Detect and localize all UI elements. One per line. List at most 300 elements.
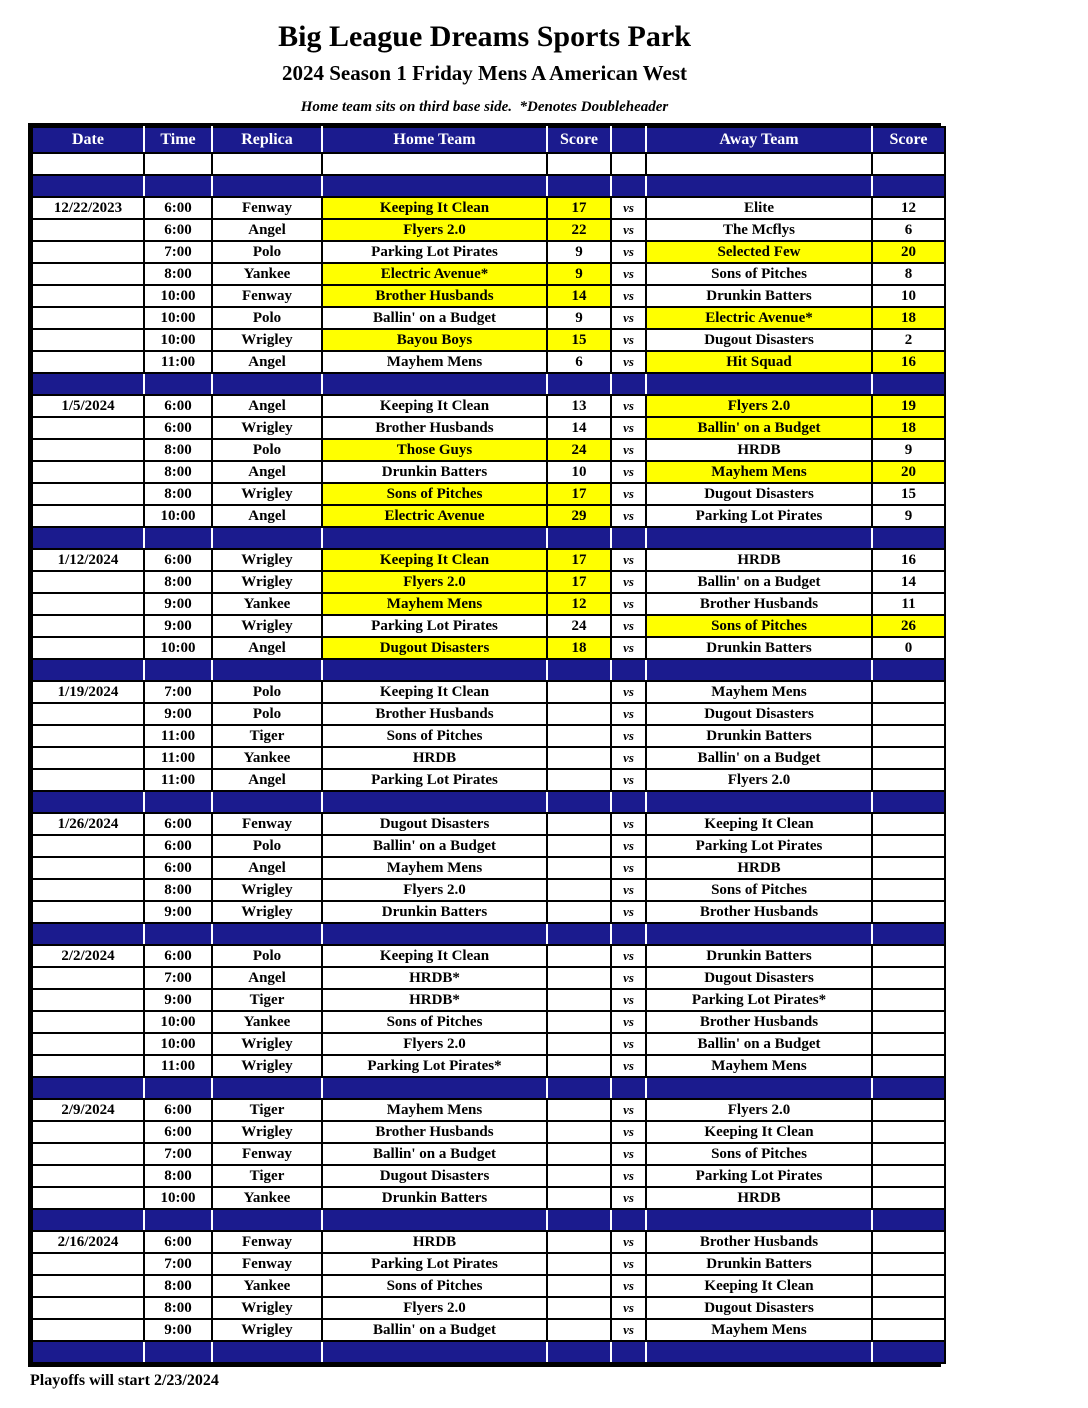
away-score-cell: 10: [872, 285, 945, 307]
replica-cell: Yankee: [212, 1011, 322, 1033]
replica-cell: Polo: [212, 681, 322, 703]
replica-cell: Yankee: [212, 263, 322, 285]
separator-cell: [611, 527, 646, 549]
away-score-cell: [872, 769, 945, 791]
home-team-cell: Brother Husbands: [322, 1121, 547, 1143]
home-team-cell: Mayhem Mens: [322, 593, 547, 615]
home-score-cell: [547, 1099, 611, 1121]
vs-cell: vs: [611, 593, 646, 615]
away-team-cell: Parking Lot Pirates: [646, 1165, 872, 1187]
schedule-table-wrapper: [28, 123, 941, 1367]
separator-cell: [611, 1077, 646, 1099]
home-score-cell: 6: [547, 351, 611, 373]
away-score-cell: [872, 681, 945, 703]
date-cell: [32, 967, 144, 989]
replica-cell: Wrigley: [212, 1121, 322, 1143]
separator-cell: [212, 659, 322, 681]
away-score-cell: [872, 1143, 945, 1165]
home-score-cell: [547, 703, 611, 725]
spacer-cell: [322, 153, 547, 175]
replica-cell: Angel: [212, 857, 322, 879]
game-row: [32, 197, 945, 219]
home-score-cell: 17: [547, 571, 611, 593]
separator-cell: [322, 373, 547, 395]
separator-cell: [646, 923, 872, 945]
away-team-cell: Electric Avenue*: [646, 307, 872, 329]
date-cell: [32, 285, 144, 307]
away-team-cell: Drunkin Batters: [646, 945, 872, 967]
vs-cell: vs: [611, 681, 646, 703]
separator-cell: [32, 923, 144, 945]
separator-cell: [611, 923, 646, 945]
replica-cell: Wrigley: [212, 549, 322, 571]
date-cell: [32, 1187, 144, 1209]
game-row: [32, 967, 945, 989]
schedule-table-body: [32, 153, 945, 1363]
vs-cell: vs: [611, 1231, 646, 1253]
header-vs: [611, 127, 646, 153]
home-team-cell: Drunkin Batters: [322, 1187, 547, 1209]
date-cell: [32, 1121, 144, 1143]
replica-cell: Yankee: [212, 1187, 322, 1209]
vs-cell: vs: [611, 461, 646, 483]
game-row: [32, 329, 945, 351]
separator-cell: [547, 1077, 611, 1099]
home-team-cell: Ballin' on a Budget: [322, 307, 547, 329]
away-team-cell: Flyers 2.0: [646, 395, 872, 417]
game-row: [32, 747, 945, 769]
time-cell: 10:00: [144, 1187, 212, 1209]
game-row: [32, 1297, 945, 1319]
home-score-cell: 17: [547, 549, 611, 571]
home-score-cell: [547, 1055, 611, 1077]
time-cell: 9:00: [144, 901, 212, 923]
away-team-cell: Elite: [646, 197, 872, 219]
replica-cell: Tiger: [212, 989, 322, 1011]
separator-cell: [144, 791, 212, 813]
separator-cell: [32, 659, 144, 681]
away-score-cell: 14: [872, 571, 945, 593]
home-team-cell: Flyers 2.0: [322, 571, 547, 593]
home-team-cell: HRDB: [322, 1231, 547, 1253]
home-score-cell: [547, 945, 611, 967]
header-time: Time: [144, 127, 212, 153]
vs-cell: vs: [611, 1275, 646, 1297]
spacer-cell: [32, 153, 144, 175]
away-team-cell: Keeping It Clean: [646, 1275, 872, 1297]
vs-cell: vs: [611, 1297, 646, 1319]
vs-cell: vs: [611, 967, 646, 989]
date-cell: [32, 1319, 144, 1341]
replica-cell: Fenway: [212, 813, 322, 835]
separator-cell: [872, 1341, 945, 1363]
replica-cell: Wrigley: [212, 615, 322, 637]
away-team-cell: Brother Husbands: [646, 1231, 872, 1253]
home-team-cell: Parking Lot Pirates: [322, 1253, 547, 1275]
away-score-cell: [872, 1319, 945, 1341]
schedule-table: [31, 126, 946, 1364]
game-row: [32, 1055, 945, 1077]
away-score-cell: 18: [872, 417, 945, 439]
vs-cell: vs: [611, 857, 646, 879]
separator-row: [32, 527, 945, 549]
game-row: [32, 1033, 945, 1055]
vs-cell: vs: [611, 395, 646, 417]
separator-cell: [144, 373, 212, 395]
away-score-cell: 15: [872, 483, 945, 505]
vs-cell: vs: [611, 1143, 646, 1165]
home-score-cell: [547, 1033, 611, 1055]
separator-cell: [144, 527, 212, 549]
vs-cell: vs: [611, 285, 646, 307]
replica-cell: Fenway: [212, 285, 322, 307]
away-team-cell: Ballin' on a Budget: [646, 747, 872, 769]
time-cell: 6:00: [144, 219, 212, 241]
header-home-score: Score: [547, 127, 611, 153]
game-row: [32, 1099, 945, 1121]
separator-cell: [322, 175, 547, 197]
away-score-cell: [872, 725, 945, 747]
replica-cell: Fenway: [212, 1231, 322, 1253]
home-score-cell: [547, 769, 611, 791]
date-cell: [32, 1275, 144, 1297]
vs-cell: vs: [611, 879, 646, 901]
time-cell: 7:00: [144, 967, 212, 989]
time-cell: 6:00: [144, 549, 212, 571]
separator-cell: [547, 527, 611, 549]
date-cell: [32, 505, 144, 527]
time-cell: 8:00: [144, 263, 212, 285]
separator-cell: [547, 791, 611, 813]
time-cell: 6:00: [144, 1099, 212, 1121]
vs-cell: vs: [611, 241, 646, 263]
away-team-cell: HRDB: [646, 549, 872, 571]
game-row: [32, 1319, 945, 1341]
date-cell: [32, 329, 144, 351]
away-team-cell: The Mcflys: [646, 219, 872, 241]
game-row: [32, 637, 945, 659]
separator-cell: [611, 175, 646, 197]
date-cell: [32, 461, 144, 483]
home-team-cell: Brother Husbands: [322, 703, 547, 725]
replica-cell: Yankee: [212, 747, 322, 769]
home-team-cell: Keeping It Clean: [322, 197, 547, 219]
date-cell: [32, 571, 144, 593]
time-cell: 8:00: [144, 1275, 212, 1297]
separator-cell: [144, 923, 212, 945]
time-cell: 10:00: [144, 1011, 212, 1033]
home-team-cell: Dugout Disasters: [322, 637, 547, 659]
separator-cell: [212, 791, 322, 813]
date-cell: [32, 417, 144, 439]
separator-cell: [872, 527, 945, 549]
separator-cell: [611, 373, 646, 395]
time-cell: 7:00: [144, 1143, 212, 1165]
date-cell: [32, 725, 144, 747]
away-score-cell: 2: [872, 329, 945, 351]
spacer-row: [32, 153, 945, 175]
separator-cell: [212, 373, 322, 395]
vs-cell: vs: [611, 901, 646, 923]
separator-cell: [322, 923, 547, 945]
header-row: [32, 127, 945, 153]
time-cell: 11:00: [144, 747, 212, 769]
home-score-cell: 10: [547, 461, 611, 483]
time-cell: 8:00: [144, 461, 212, 483]
time-cell: 8:00: [144, 879, 212, 901]
date-cell: [32, 703, 144, 725]
game-row: [32, 989, 945, 1011]
vs-cell: vs: [611, 219, 646, 241]
separator-cell: [872, 659, 945, 681]
home-score-cell: [547, 1143, 611, 1165]
separator-cell: [646, 527, 872, 549]
away-score-cell: 0: [872, 637, 945, 659]
vs-cell: vs: [611, 483, 646, 505]
date-cell: [32, 1055, 144, 1077]
vs-cell: vs: [611, 263, 646, 285]
header-replica: Replica: [212, 127, 322, 153]
date-cell: [32, 769, 144, 791]
away-score-cell: 26: [872, 615, 945, 637]
replica-cell: Wrigley: [212, 417, 322, 439]
home-team-cell: HRDB: [322, 747, 547, 769]
game-row: [32, 1231, 945, 1253]
replica-cell: Wrigley: [212, 1033, 322, 1055]
separator-cell: [646, 659, 872, 681]
separator-cell: [611, 1209, 646, 1231]
game-row: [32, 241, 945, 263]
separator-cell: [872, 1209, 945, 1231]
separator-cell: [32, 527, 144, 549]
page-subtitle: 2024 Season 1 Friday Mens A American West: [281, 61, 688, 85]
time-cell: 8:00: [144, 439, 212, 461]
home-score-cell: 24: [547, 615, 611, 637]
vs-cell: vs: [611, 329, 646, 351]
away-team-cell: Flyers 2.0: [646, 1099, 872, 1121]
away-score-cell: [872, 901, 945, 923]
replica-cell: Angel: [212, 505, 322, 527]
home-score-cell: [547, 1297, 611, 1319]
separator-cell: [646, 1209, 872, 1231]
replica-cell: Polo: [212, 835, 322, 857]
vs-cell: vs: [611, 945, 646, 967]
vs-cell: vs: [611, 1121, 646, 1143]
away-team-cell: Mayhem Mens: [646, 681, 872, 703]
time-cell: 8:00: [144, 1165, 212, 1187]
replica-cell: Fenway: [212, 1253, 322, 1275]
away-score-cell: 16: [872, 549, 945, 571]
home-team-cell: Flyers 2.0: [322, 1033, 547, 1055]
game-row: [32, 461, 945, 483]
time-cell: 10:00: [144, 637, 212, 659]
replica-cell: Polo: [212, 241, 322, 263]
home-team-cell: Parking Lot Pirates: [322, 769, 547, 791]
away-team-cell: Brother Husbands: [646, 1011, 872, 1033]
away-score-cell: [872, 1231, 945, 1253]
game-row: [32, 1253, 945, 1275]
away-team-cell: Flyers 2.0: [646, 769, 872, 791]
separator-cell: [144, 1341, 212, 1363]
date-cell: 1/26/2024: [32, 813, 144, 835]
date-cell: [32, 615, 144, 637]
home-team-cell: Drunkin Batters: [322, 901, 547, 923]
away-score-cell: [872, 879, 945, 901]
game-row: [32, 307, 945, 329]
away-score-cell: [872, 857, 945, 879]
home-team-cell: Keeping It Clean: [322, 549, 547, 571]
away-score-cell: [872, 747, 945, 769]
date-cell: [32, 593, 144, 615]
date-cell: [32, 1165, 144, 1187]
date-cell: [32, 439, 144, 461]
replica-cell: Wrigley: [212, 1319, 322, 1341]
vs-cell: vs: [611, 197, 646, 219]
date-cell: [32, 1011, 144, 1033]
away-score-cell: [872, 1297, 945, 1319]
replica-cell: Wrigley: [212, 571, 322, 593]
separator-cell: [144, 1077, 212, 1099]
home-team-cell: HRDB*: [322, 989, 547, 1011]
game-row: [32, 549, 945, 571]
separator-cell: [547, 1341, 611, 1363]
header-away-score: Score: [872, 127, 945, 153]
separator-cell: [32, 1209, 144, 1231]
separator-cell: [872, 791, 945, 813]
away-score-cell: [872, 703, 945, 725]
replica-cell: Angel: [212, 769, 322, 791]
home-score-cell: 9: [547, 307, 611, 329]
home-team-cell: Brother Husbands: [322, 417, 547, 439]
time-cell: 9:00: [144, 703, 212, 725]
separator-cell: [144, 659, 212, 681]
replica-cell: Fenway: [212, 197, 322, 219]
home-score-cell: 17: [547, 483, 611, 505]
home-team-cell: Flyers 2.0: [322, 879, 547, 901]
vs-cell: vs: [611, 417, 646, 439]
separator-cell: [872, 175, 945, 197]
separator-cell: [611, 791, 646, 813]
vs-cell: vs: [611, 747, 646, 769]
game-row: [32, 1143, 945, 1165]
separator-cell: [322, 527, 547, 549]
away-team-cell: Dugout Disasters: [646, 483, 872, 505]
home-team-cell: Keeping It Clean: [322, 945, 547, 967]
away-team-cell: Parking Lot Pirates*: [646, 989, 872, 1011]
away-team-cell: Brother Husbands: [646, 593, 872, 615]
away-team-cell: HRDB: [646, 439, 872, 461]
away-score-cell: [872, 1033, 945, 1055]
home-score-cell: 17: [547, 197, 611, 219]
away-team-cell: Keeping It Clean: [646, 1121, 872, 1143]
away-team-cell: Mayhem Mens: [646, 1055, 872, 1077]
vs-cell: vs: [611, 725, 646, 747]
separator-cell: [322, 1209, 547, 1231]
away-team-cell: Sons of Pitches: [646, 263, 872, 285]
vs-cell: vs: [611, 769, 646, 791]
separator-cell: [872, 1077, 945, 1099]
replica-cell: Wrigley: [212, 1297, 322, 1319]
game-row: [32, 857, 945, 879]
separator-cell: [32, 373, 144, 395]
time-cell: 6:00: [144, 197, 212, 219]
home-score-cell: [547, 967, 611, 989]
vs-cell: vs: [611, 1055, 646, 1077]
away-score-cell: 20: [872, 461, 945, 483]
vs-cell: vs: [611, 835, 646, 857]
spacer-cell: [872, 153, 945, 175]
home-team-cell: Bayou Boys: [322, 329, 547, 351]
away-score-cell: 8: [872, 263, 945, 285]
separator-row: [32, 923, 945, 945]
home-score-cell: [547, 1275, 611, 1297]
game-row: [32, 285, 945, 307]
away-team-cell: Drunkin Batters: [646, 725, 872, 747]
vs-cell: vs: [611, 1187, 646, 1209]
date-cell: [32, 483, 144, 505]
game-row: [32, 945, 945, 967]
date-cell: 1/19/2024: [32, 681, 144, 703]
game-row: [32, 417, 945, 439]
home-team-cell: Ballin' on a Budget: [322, 1319, 547, 1341]
replica-cell: Wrigley: [212, 879, 322, 901]
home-team-cell: Keeping It Clean: [322, 681, 547, 703]
home-team-cell: Sons of Pitches: [322, 1275, 547, 1297]
date-cell: [32, 901, 144, 923]
date-cell: 1/12/2024: [32, 549, 144, 571]
away-score-cell: 18: [872, 307, 945, 329]
replica-cell: Angel: [212, 395, 322, 417]
playoffs-footer: Playoffs will start 2/23/2024: [30, 1372, 219, 1389]
vs-cell: vs: [611, 351, 646, 373]
separator-cell: [611, 659, 646, 681]
replica-cell: Angel: [212, 351, 322, 373]
home-score-cell: 14: [547, 417, 611, 439]
time-cell: 11:00: [144, 725, 212, 747]
game-row: [32, 725, 945, 747]
away-score-cell: [872, 835, 945, 857]
away-team-cell: Mayhem Mens: [646, 1319, 872, 1341]
spacer-cell: [611, 153, 646, 175]
vs-cell: vs: [611, 505, 646, 527]
time-cell: 11:00: [144, 1055, 212, 1077]
home-team-cell: Parking Lot Pirates*: [322, 1055, 547, 1077]
game-row: [32, 439, 945, 461]
separator-cell: [322, 1341, 547, 1363]
time-cell: 6:00: [144, 1121, 212, 1143]
away-team-cell: Hit Squad: [646, 351, 872, 373]
date-cell: [32, 1033, 144, 1055]
vs-cell: vs: [611, 1165, 646, 1187]
home-score-cell: [547, 1187, 611, 1209]
away-score-cell: [872, 1055, 945, 1077]
away-score-cell: [872, 1275, 945, 1297]
separator-cell: [547, 659, 611, 681]
home-team-cell: Flyers 2.0: [322, 219, 547, 241]
time-cell: 9:00: [144, 989, 212, 1011]
home-score-cell: [547, 857, 611, 879]
time-cell: 6:00: [144, 417, 212, 439]
home-score-cell: [547, 901, 611, 923]
time-cell: 6:00: [144, 395, 212, 417]
away-team-cell: Ballin' on a Budget: [646, 571, 872, 593]
home-team-cell: Drunkin Batters: [322, 461, 547, 483]
away-score-cell: [872, 945, 945, 967]
separator-row: [32, 1341, 945, 1363]
home-score-cell: [547, 1253, 611, 1275]
vs-cell: vs: [611, 307, 646, 329]
date-cell: [32, 989, 144, 1011]
